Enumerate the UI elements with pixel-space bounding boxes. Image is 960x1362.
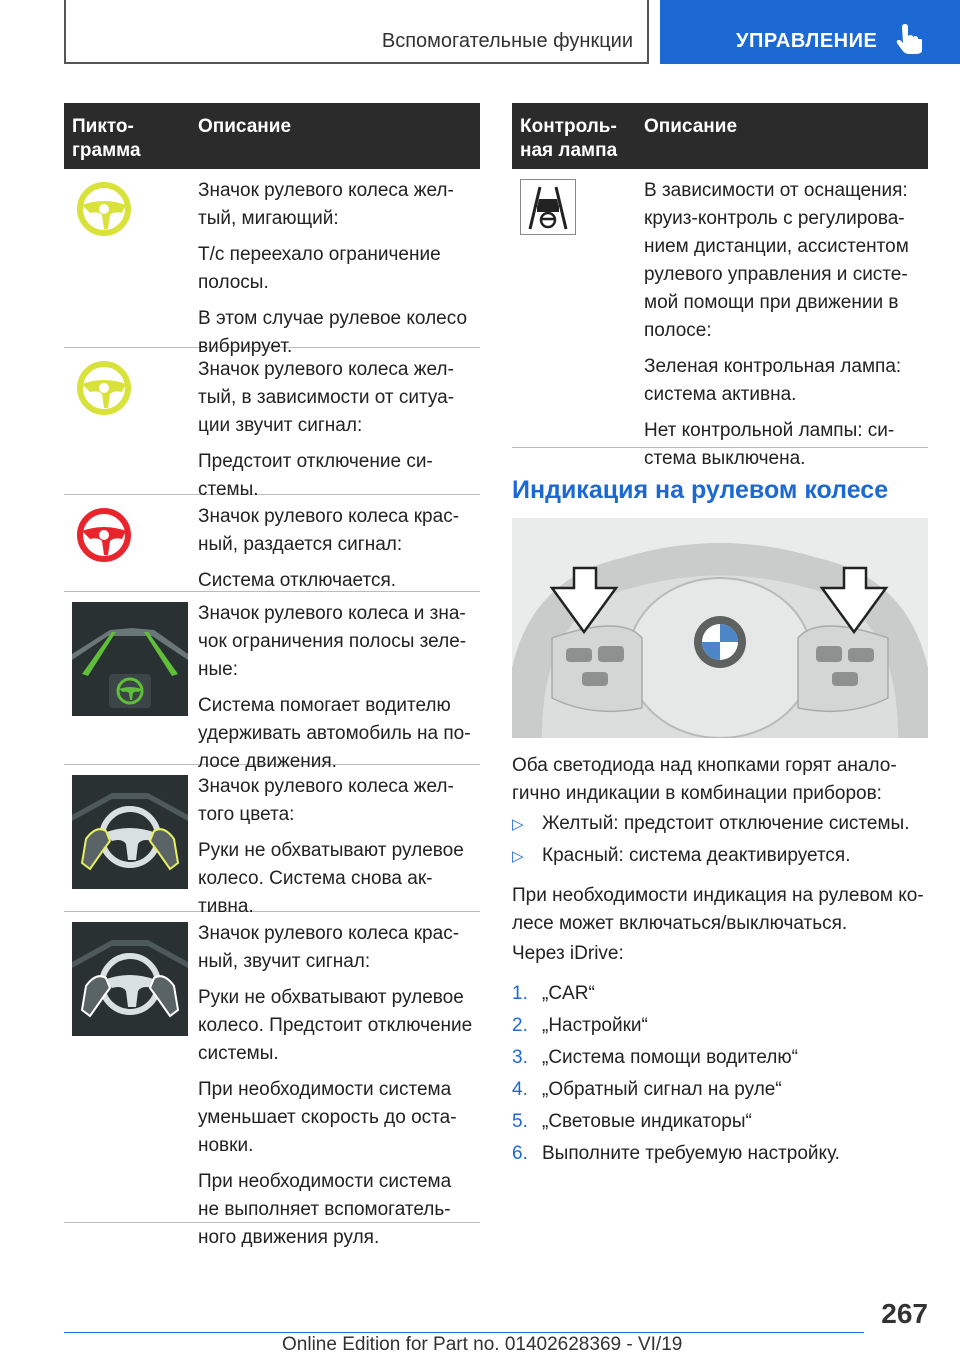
triangle-bullet-icon: ▷	[512, 848, 524, 865]
footer-divider	[64, 1332, 864, 1333]
row-text-2: Система отключается.	[198, 570, 397, 591]
table-row	[64, 495, 480, 592]
step-number: 6.	[512, 1143, 528, 1164]
lane-assist-lamp-icon	[520, 179, 576, 235]
row-text-2: Т/с переехало ограничение полосы.	[198, 244, 441, 293]
row-text-1: В зависимости от оснащения: круиз-контроль с регулирова- нием дистанции, ассистентом рулевого управления и систе- мой помощи при движении в полосе:	[644, 180, 909, 341]
table-header	[64, 103, 480, 169]
row-text-1: Значок рулевого колеса крас- ный, звучит сигнал:	[198, 923, 460, 972]
row-text-3: Нет контрольной лампы: си- стема выключена.	[644, 420, 895, 469]
header-section-title: Вспомогательные функции	[381, 30, 633, 52]
steering-wheel-yellow-icon	[76, 181, 132, 237]
step-text: Выполните требуемую настройку.	[542, 1143, 840, 1164]
row-description	[198, 920, 472, 1260]
list-item	[512, 980, 595, 1008]
list-item	[512, 1140, 840, 1168]
list-item	[512, 1108, 752, 1136]
col-header-description: Описание	[198, 116, 292, 137]
table-row	[64, 592, 480, 772]
col-header-pictogram: Пикто- грамма	[72, 116, 141, 161]
row-text-3: В этом случае рулевое колесо вибрирует.	[198, 308, 468, 357]
row-text-1: Значок рулевого колеса жел- тый, мигающий:	[198, 180, 454, 229]
step-text: „Световые индикаторы“	[542, 1111, 752, 1132]
step-number: 4.	[512, 1079, 528, 1100]
header-chapter-title: УПРАВЛЕНИЕ	[736, 30, 878, 52]
step-text: „Настройки“	[542, 1015, 648, 1036]
row-text-1: Значок рулевого колеса жел- тый, в зависимости от ситуа- ции звучит сигнал:	[198, 359, 455, 436]
row-text-1: Значок рулевого колеса жел- того цвета:	[198, 776, 454, 825]
list-item	[512, 1012, 648, 1040]
pictogram-table	[64, 103, 480, 1248]
hands-off-wheel-yellow-display-icon	[72, 775, 188, 889]
section-heading: Индикация на рулевом колесе	[512, 476, 889, 504]
row-text-2: Система помогает водителю удерживать автомобиль на по- лосе движения.	[198, 695, 471, 772]
hand-pointer-icon	[894, 24, 922, 54]
row-text-2: Зеленая контрольная лампа: система активна.	[644, 356, 902, 405]
table-row	[64, 765, 480, 917]
lane-assist-green-display-icon	[72, 602, 188, 716]
step-text: „Обратный сигнал на руле“	[542, 1079, 782, 1100]
step-text: „CAR“	[542, 983, 595, 1004]
row-text-1: Значок рулевого колеса и зна- чок ограничения полосы зеле- ные:	[198, 603, 467, 680]
header-section-box	[64, 0, 649, 64]
step-number: 2.	[512, 1015, 528, 1036]
table-header	[512, 103, 928, 169]
row-description	[198, 600, 471, 784]
table-row	[64, 348, 480, 500]
row-text-3: При необходимости система уменьшает скорость до оста- новки.	[198, 1079, 457, 1156]
row-description	[198, 503, 459, 603]
hands-off-wheel-red-display-icon	[72, 922, 188, 1036]
row-text-1: Значок рулевого колеса крас- ный, раздается сигнал:	[198, 506, 460, 555]
bullet-text: Желтый: предстоит отключение системы.	[542, 813, 910, 834]
page-number: 267	[881, 1298, 928, 1329]
footer-edition: Online Edition for Part no. 01402628369 - VI/19	[282, 1334, 683, 1355]
list-item	[512, 1044, 798, 1072]
row-description	[198, 177, 467, 369]
indicator-lamp-table	[512, 103, 928, 469]
step-number: 1.	[512, 983, 528, 1004]
row-description	[198, 773, 464, 929]
col-header-lamp: Контроль- ная лампа	[520, 116, 618, 161]
step-number: 5.	[512, 1111, 528, 1132]
steering-wheel-yellow-icon	[76, 360, 132, 416]
list-item	[512, 842, 851, 871]
row-text-4: При необходимости система не выполняет вспомогатель- ного движения руля.	[198, 1171, 452, 1248]
col-header-description: Описание	[644, 116, 738, 137]
steering-wheel-red-icon	[76, 507, 132, 563]
paragraph: Через iDrive:	[512, 943, 624, 964]
row-description	[644, 177, 909, 481]
step-number: 3.	[512, 1047, 528, 1068]
triangle-bullet-icon: ▷	[512, 816, 524, 833]
step-text: „Система помощи водителю“	[542, 1047, 798, 1068]
list-item	[512, 810, 910, 839]
intro-paragraph: Оба светодиода над кнопками горят анало- гично индикации в комбинации приборов:	[512, 755, 897, 804]
list-item	[512, 1076, 782, 1104]
row-text-2: Руки не обхватывают рулевое колесо. Система снова ак- тивна.	[198, 840, 464, 917]
table-row	[512, 169, 928, 469]
table-row	[64, 169, 480, 357]
row-description	[198, 356, 454, 512]
row-text-2: Руки не обхватывают рулевое колесо. Предстоит отключение системы.	[198, 987, 473, 1064]
paragraph: При необходимости индикация на рулевом ко- лесе может включаться/выключаться.	[512, 885, 924, 934]
steering-wheel-photo	[512, 518, 928, 738]
table-row	[64, 912, 480, 1248]
bullet-text: Красный: система деактивируется.	[542, 845, 851, 866]
row-text-2: Предстоит отключение си- стемы.	[198, 451, 433, 500]
header-chapter-box	[660, 0, 960, 64]
